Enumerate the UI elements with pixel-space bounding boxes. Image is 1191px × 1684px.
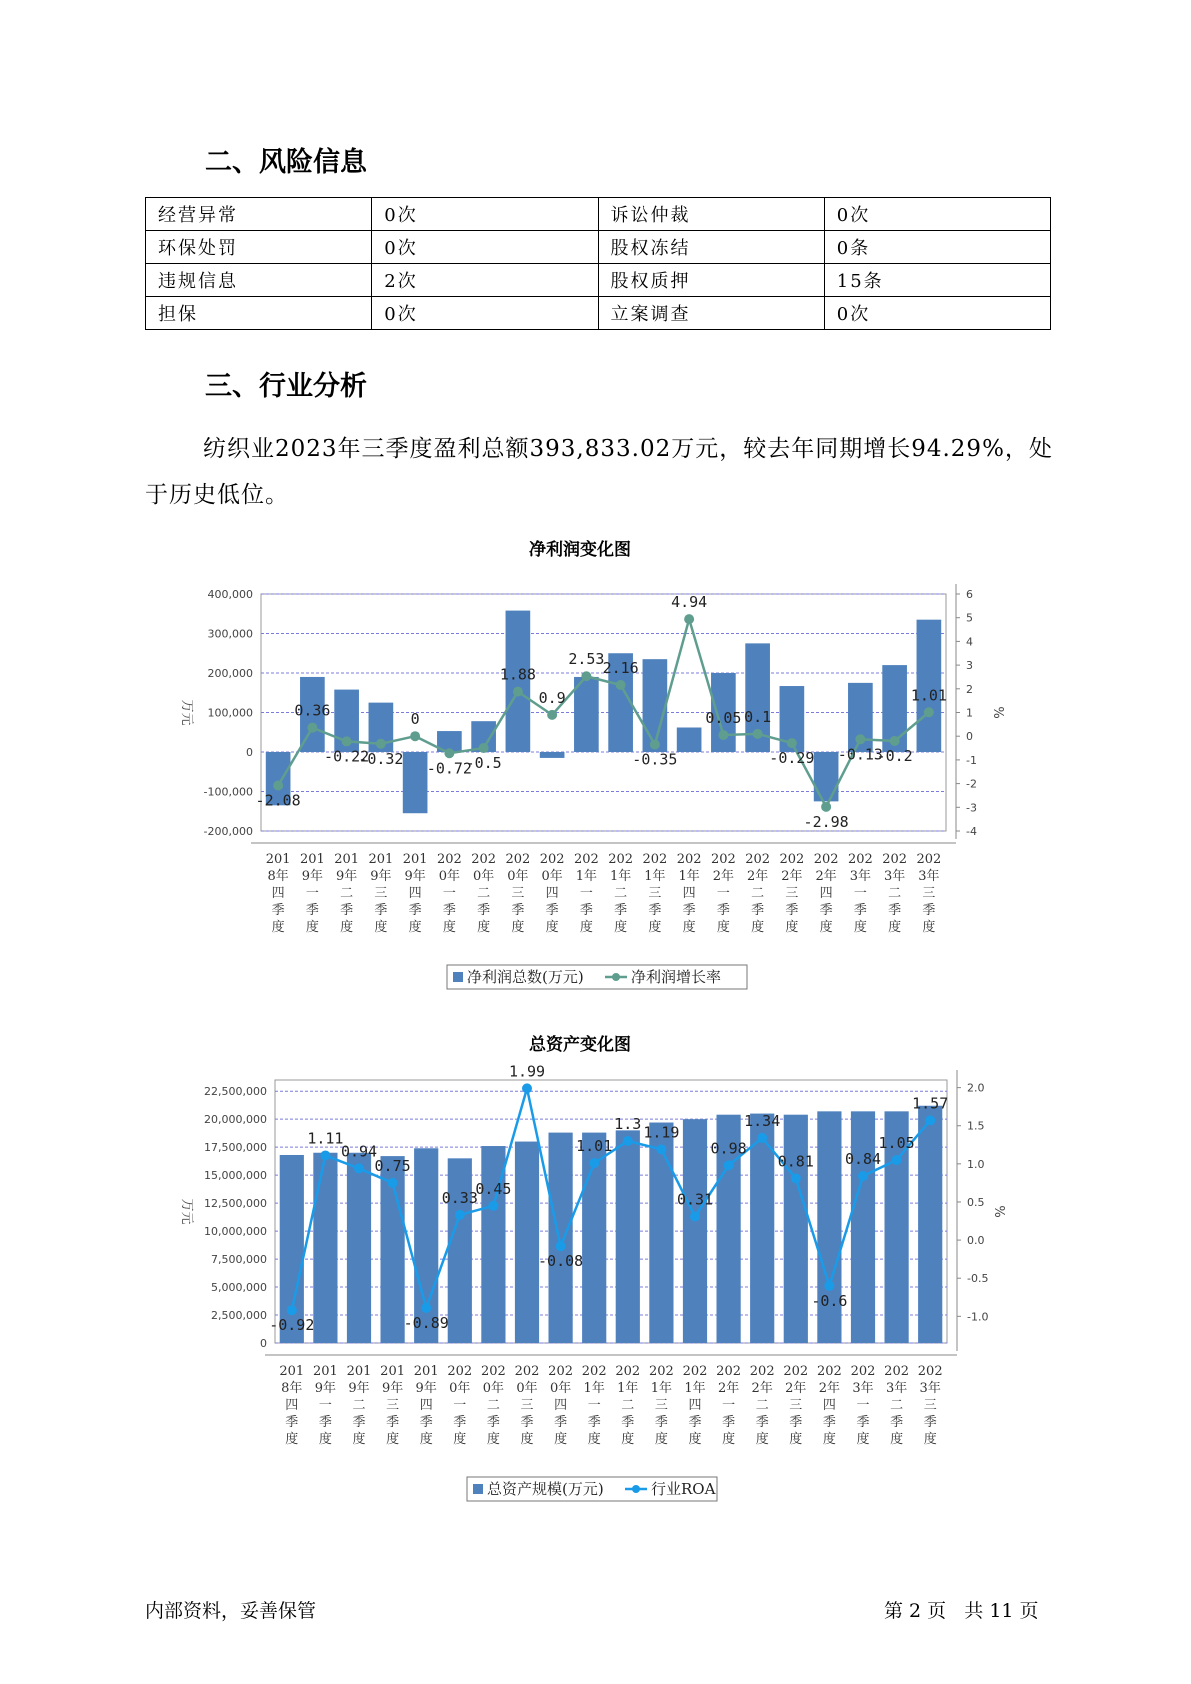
line-point: [342, 736, 352, 746]
y2-tick-label: 1.5: [967, 1119, 985, 1133]
risk-item-label: 诉讼仲裁: [598, 198, 824, 231]
data-label: -0.13: [837, 745, 883, 764]
x-tick-label: 201 9年三季度: [380, 1364, 406, 1447]
y-axis-title: 万元: [179, 1198, 194, 1225]
y-tick-label: 17,500,000: [204, 1141, 267, 1155]
data-label: -0.89: [403, 1313, 449, 1332]
risk-item-value: 0次: [824, 297, 1050, 330]
risk-table-row: [146, 198, 1051, 231]
x-tick-label: 202 1年一季度: [573, 852, 599, 935]
line-point: [757, 1133, 767, 1143]
line-point: [547, 710, 557, 720]
data-label: 1.01: [576, 1137, 613, 1156]
y2-tick-label: -2: [966, 777, 977, 791]
x-tick-label: 202 1年三季度: [642, 852, 668, 935]
risk-info-table: [145, 197, 1051, 330]
x-tick-label: 202 3年三季度: [917, 1364, 943, 1447]
legend-bar-label: 净利润总数(万元): [467, 968, 584, 986]
data-label: 0.9: [538, 688, 566, 707]
line-point: [616, 680, 626, 690]
bar: [549, 1133, 573, 1343]
data-label: -0.92: [269, 1316, 315, 1335]
risk-item-value: 0次: [372, 231, 598, 264]
risk-table-row: [146, 264, 1051, 297]
data-label: 0.05: [705, 709, 742, 728]
risk-item-label: 违规信息: [146, 264, 372, 297]
total-assets-chart: [175, 1030, 1006, 1498]
x-tick-label: 201 9年二季度: [334, 852, 360, 935]
y-tick-label: 12,500,000: [204, 1197, 267, 1211]
line-point: [925, 1115, 935, 1125]
data-label: -0.22: [324, 747, 370, 766]
x-tick-label: 202 0年三季度: [514, 1364, 540, 1447]
y-tick-label: 0: [246, 746, 253, 759]
x-tick-label: 201 9年一季度: [312, 1364, 338, 1447]
x-tick-label: 202 1年二季度: [608, 852, 634, 935]
bar: [313, 1153, 337, 1343]
data-label: 0.75: [374, 1156, 411, 1175]
line-point: [581, 671, 591, 681]
data-label: 0.81: [777, 1152, 814, 1171]
x-tick-label: 202 1年一季度: [581, 1364, 607, 1447]
line-point: [287, 1305, 297, 1315]
data-label: 0.98: [710, 1139, 747, 1158]
x-tick-label: 202 0年四季度: [539, 852, 565, 935]
bar: [814, 752, 839, 801]
x-tick-label: 201 8年四季度: [265, 852, 291, 935]
line-point: [753, 729, 763, 739]
data-label: 0.33: [441, 1188, 478, 1207]
line-point: [858, 1171, 868, 1181]
legend-line-marker: [632, 1485, 640, 1493]
y-tick-label: 15,000,000: [204, 1169, 267, 1183]
risk-table-row: [146, 297, 1051, 330]
line-point: [892, 1155, 902, 1165]
y2-tick-label: 0.5: [967, 1195, 985, 1209]
bar: [918, 1106, 942, 1343]
line-point: [479, 743, 489, 753]
data-label: 1.99: [508, 1062, 546, 1081]
x-tick-label: 201 9年一季度: [299, 852, 325, 935]
x-tick-label: 202 0年二季度: [480, 1364, 506, 1447]
line-point: [855, 734, 865, 744]
x-tick-label: 202 1年三季度: [648, 1364, 674, 1447]
legend-line-label: 行业ROA: [651, 1480, 716, 1498]
x-tick-label: 202 0年四季度: [548, 1364, 574, 1447]
x-tick-label: 202 0年三季度: [505, 852, 531, 935]
risk-item-label: 担保: [146, 297, 372, 330]
y2-tick-label: 5: [966, 611, 973, 625]
x-tick-label: 201 8年四季度: [279, 1364, 305, 1447]
data-label: -0.6: [811, 1291, 848, 1310]
x-tick-label: 202 2年四季度: [816, 1364, 842, 1447]
data-label: 0.84: [844, 1150, 882, 1169]
bar: [683, 1119, 707, 1343]
y2-tick-label: 1.0: [967, 1157, 985, 1171]
y2-tick-label: 6: [966, 588, 973, 601]
line-point: [354, 1163, 364, 1173]
section-heading-industry: 三、行业分析: [205, 371, 367, 402]
data-label: 2.53: [568, 650, 605, 669]
x-tick-label: 202 3年一季度: [850, 1364, 876, 1447]
y2-tick-label: -0.5: [967, 1272, 989, 1286]
line-point: [513, 687, 523, 697]
risk-item-label: 环保处罚: [146, 231, 372, 264]
line-point: [589, 1158, 599, 1168]
y2-tick-label: 2.0: [967, 1081, 985, 1095]
x-tick-label: 201 9年三季度: [368, 852, 394, 935]
x-tick-label: 201 9年四季度: [402, 852, 428, 935]
y2-tick-label: -1: [966, 753, 977, 767]
x-tick-label: 202 3年三季度: [916, 852, 942, 935]
y-tick-label: 20,000,000: [204, 1113, 267, 1127]
line-point: [488, 1201, 498, 1211]
y2-tick-label: 4: [966, 635, 973, 649]
bar: [649, 1123, 673, 1343]
data-label: 1.01: [910, 686, 947, 705]
industry-summary-paragraph: 纺织业2023年三季度盈利总额393,833.02万元，较去年同期增长94.29%，处于历史低位。: [145, 436, 1053, 508]
line-point: [718, 730, 728, 740]
x-tick-label: 202 1年四季度: [676, 852, 702, 935]
y2-tick-label: 3: [966, 659, 973, 673]
bar: [643, 659, 668, 752]
x-tick-label: 202 0年一季度: [447, 1364, 473, 1447]
line-point: [522, 1083, 532, 1093]
line-point: [690, 1211, 700, 1221]
bar: [574, 677, 599, 752]
data-label: 1.19: [643, 1123, 680, 1142]
risk-item-value: 2次: [372, 264, 598, 297]
y-tick-label: 10,000,000: [204, 1225, 267, 1239]
x-tick-label: 202 2年一季度: [710, 852, 736, 935]
data-label: 2.16: [602, 659, 639, 678]
bar: [540, 752, 565, 758]
x-tick-label: 202 0年一季度: [436, 852, 462, 935]
line-point: [273, 780, 283, 790]
data-label: 1.57: [912, 1094, 949, 1113]
line-point: [421, 1303, 431, 1313]
y2-tick-label: 2: [966, 682, 973, 696]
y2-tick-label: -1.0: [967, 1310, 989, 1324]
line-point: [307, 723, 317, 733]
y-tick-label: 400,000: [207, 588, 253, 601]
risk-table-row: [146, 231, 1051, 264]
data-label: 0.1: [744, 707, 772, 726]
line-point: [684, 614, 694, 624]
y-tick-label: 22,500,000: [204, 1085, 267, 1099]
y2-tick-label: 0: [966, 730, 973, 744]
x-tick-label: 201 9年四季度: [413, 1364, 439, 1447]
line-point: [623, 1136, 633, 1146]
data-label: -0.29: [769, 749, 815, 768]
y-tick-label: 0: [260, 1337, 267, 1350]
line-point: [924, 707, 934, 717]
section-heading-risk: 二、风险信息: [205, 147, 367, 178]
risk-item-value: 15条: [824, 264, 1050, 297]
y-tick-label: 200,000: [207, 667, 253, 680]
risk-item-value: 0次: [824, 198, 1050, 231]
bar: [851, 1111, 875, 1343]
x-tick-label: 201 9年二季度: [346, 1364, 372, 1447]
y2-axis-title: %: [991, 1205, 1006, 1218]
data-label: 1.3: [614, 1114, 642, 1133]
data-label: 0.31: [676, 1190, 714, 1209]
line-point: [444, 748, 454, 758]
y-tick-label: 2,500,000: [211, 1309, 267, 1323]
data-label: 0.94: [340, 1142, 378, 1161]
line-point: [388, 1178, 398, 1188]
bar: [784, 1115, 808, 1343]
chart-title: 总资产变化图: [529, 1035, 631, 1055]
y2-axis-title: %: [990, 706, 1005, 719]
line-point: [650, 739, 660, 749]
y-tick-label: -100,000: [203, 785, 253, 799]
data-label: 0: [410, 710, 420, 729]
y-tick-label: 7,500,000: [211, 1253, 267, 1267]
net-profit-chart: [175, 535, 1005, 990]
bar: [515, 1142, 539, 1343]
data-label: 1.34: [744, 1111, 781, 1130]
line-point: [890, 736, 900, 746]
y2-tick-label: -3: [966, 801, 977, 815]
risk-item-value: 0次: [372, 198, 598, 231]
legend-line-label: 净利润增长率: [631, 968, 722, 986]
legend-bar-swatch: [453, 972, 463, 982]
data-label: 1.05: [878, 1134, 915, 1153]
y2-tick-label: -4: [966, 825, 977, 838]
x-tick-label: 202 1年四季度: [682, 1364, 708, 1447]
line-point: [656, 1144, 666, 1154]
line-point: [455, 1210, 465, 1220]
legend-line-marker: [612, 973, 620, 981]
x-tick-label: 202 2年三季度: [779, 852, 805, 935]
legend-bar-swatch: [473, 1484, 483, 1494]
line-point: [791, 1173, 801, 1183]
x-tick-label: 202 0年二季度: [471, 852, 497, 935]
y-tick-label: 100,000: [207, 706, 253, 720]
y2-tick-label: 0.0: [967, 1234, 985, 1248]
data-label: -2.08: [255, 791, 301, 810]
risk-item-label: 立案调查: [598, 297, 824, 330]
bar: [403, 752, 428, 813]
data-label: 1.88: [499, 665, 536, 684]
bar: [616, 1130, 640, 1343]
data-label: -0.08: [538, 1252, 584, 1271]
data-label: -0.35: [632, 750, 678, 769]
legend-bar-label: 总资产规模(万元): [487, 1480, 604, 1498]
x-tick-label: 202 2年二季度: [749, 1364, 775, 1447]
data-label: 0.36: [294, 701, 331, 720]
footer-confidential: 内部资料，妥善保管: [145, 1600, 317, 1622]
data-label: -0.72: [426, 759, 472, 778]
y-tick-label: -200,000: [203, 825, 253, 838]
bar: [677, 728, 702, 752]
data-label: -0.5: [465, 754, 502, 773]
x-tick-label: 202 2年三季度: [783, 1364, 809, 1447]
x-tick-label: 202 3年一季度: [847, 852, 873, 935]
line-point: [410, 731, 420, 741]
x-tick-label: 202 2年一季度: [716, 1364, 742, 1447]
line-point: [556, 1241, 566, 1251]
data-label: 1.11: [307, 1129, 344, 1148]
y2-tick-label: 1: [966, 706, 973, 720]
data-label: -2.98: [803, 812, 849, 831]
risk-item-label: 股权冻结: [598, 231, 824, 264]
x-tick-label: 202 2年二季度: [745, 852, 771, 935]
line-point: [724, 1160, 734, 1170]
data-label: 4.94: [671, 593, 708, 612]
line-point: [821, 802, 831, 812]
data-label: -0.32: [358, 749, 404, 768]
chart-title: 净利润变化图: [529, 540, 631, 560]
footer-page-number: 第 2 页 共 11 页: [884, 1600, 1039, 1622]
x-tick-label: 202 2年四季度: [813, 852, 839, 935]
y-axis-title: 万元: [179, 699, 194, 726]
y-tick-label: 300,000: [207, 627, 253, 641]
risk-item-value: 0次: [372, 297, 598, 330]
line-point: [376, 739, 386, 749]
risk-item-value: 0条: [824, 231, 1050, 264]
y-tick-label: 5,000,000: [211, 1281, 267, 1295]
line-point: [787, 738, 797, 748]
bar: [448, 1158, 472, 1343]
data-label: 0.45: [475, 1179, 512, 1198]
line-point: [824, 1281, 834, 1291]
data-label: -0.2: [876, 746, 913, 765]
x-tick-label: 202 3年二季度: [884, 1364, 910, 1447]
bar: [347, 1153, 371, 1343]
line-point: [320, 1150, 330, 1160]
x-tick-label: 202 3年二季度: [882, 852, 908, 935]
x-tick-label: 202 1年二季度: [615, 1364, 641, 1447]
risk-item-label: 经营异常: [146, 198, 372, 231]
risk-item-label: 股权质押: [598, 264, 824, 297]
